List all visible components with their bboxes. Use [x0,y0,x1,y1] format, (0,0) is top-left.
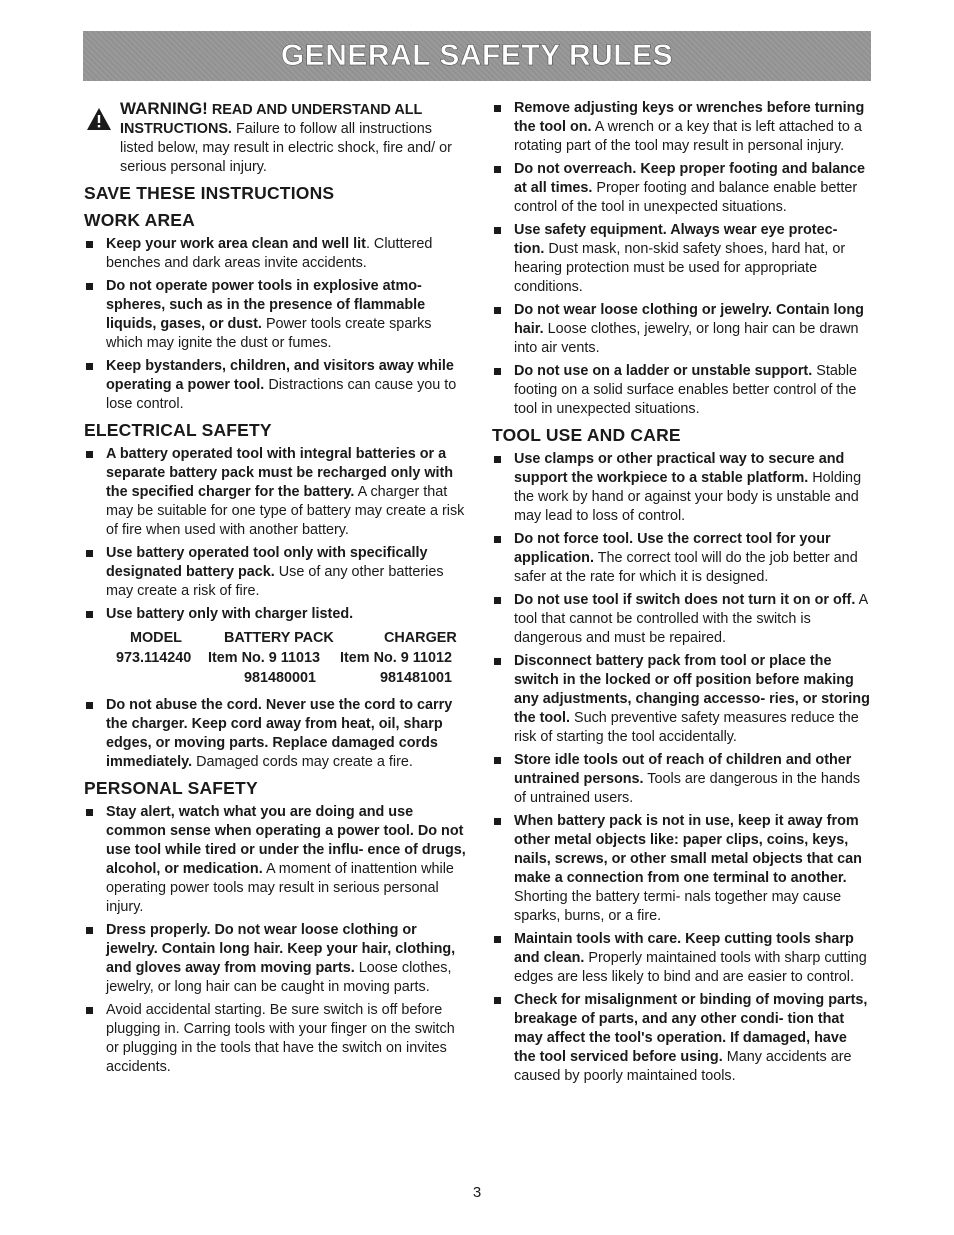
item-bold: Remove adjusting keys or wrenches before turning the tool on. [514,100,865,135]
col-model-header: MODEL [130,630,182,646]
list-item [492,652,870,747]
bullet-icon [86,611,93,618]
bullet-icon [86,1007,93,1014]
bullet-icon [494,368,501,375]
item-text: Damaged cords may create a fire. [196,754,413,770]
item-bold: Keep bystanders, children, and visitors away while operating a power tool. [106,358,454,393]
warning-title: WARNING! [120,99,208,118]
item-bold: Do not abuse the cord. Never use the cord to carry the charger. Keep cord away from heat, oil, sharp edges, or moving parts. Replace damaged cords immediately. [106,697,453,770]
list-item [492,751,870,808]
item-bold: When battery pack is not in use, keep it away from other metal objects like: paper clips, coins, keys, nails, screws, or other small metal objects that can make a connection from one terminal to another. [514,813,862,886]
item-text: Use of any other batteries may create a risk of fire. [106,564,444,599]
bullet-icon [494,166,501,173]
electrical-safety-heading: ELECTRICAL SAFETY [84,420,272,440]
bullet-icon [494,757,501,764]
list-item [492,530,870,587]
item-bold: Store idle tools out of reach of children and other untrained persons. [514,752,852,787]
list-item [84,921,469,997]
bullet-icon [494,227,501,234]
bullet-icon [86,550,93,557]
table-row [84,668,469,688]
list-item [492,930,870,987]
bullet-icon [494,818,501,825]
bullet-icon [494,997,501,1004]
item-text: Holding the work by hand or against your body is unstable and may lead to loss of control. [514,470,862,524]
save-instructions-heading: SAVE THESE INSTRUCTIONS [84,183,335,203]
warning-icon [86,107,112,131]
warning-text: Failure to follow all instructions listed below, may result in electric shock, fire and/ or serious personal injury. [120,121,452,175]
item-text: Proper footing and balance enable better control of the tool in unexpected situations. [514,180,858,215]
list-item [492,301,870,358]
table-row [84,648,469,668]
item-bold: Do not use tool if switch does not turn it on or off. [514,592,856,608]
work-area-heading: WORK AREA [84,210,196,230]
item-text: A wrench or a key that is left attached to a rotating part of the tool may result in personal injury. [514,119,862,154]
list-item [84,277,469,353]
list-item [84,235,469,273]
list-item [492,450,870,526]
list-item [492,362,870,419]
tool-use-heading: TOOL USE AND CARE [492,425,681,445]
item-text: . Cluttered benches and dark areas invite accidents. [106,236,433,271]
item-bold: Use clamps or other practical way to secure and support the workpiece to a stable platform. [514,451,845,486]
list-item [84,803,469,917]
item-bold: Disconnect battery pack from tool or place the switch in the locked or off position before making any adjustments, changing accesso- ries, or storing the tool. [514,653,870,726]
item-text: The correct tool will do the job better and safer at the rate for which it is designed. [514,550,858,585]
bullet-icon [86,363,93,370]
pack-sub-value: 981480001 [244,670,317,686]
model-value: 973.114240 [116,650,192,666]
personal-safety-heading: PERSONAL SAFETY [84,778,258,798]
left-column [84,99,469,1081]
warning-block [84,99,469,177]
item-text: A charger that may be suitable for one type of battery may create a risk of fire when used with another battery. [106,484,465,538]
list-item [84,544,469,601]
item-bold: Do not overreach. Keep proper footing and balance at all times. [514,161,866,196]
col-charger-header: CHARGER [384,630,457,646]
item-text: Loose clothes, jewelry, or long hair can be caught in moving parts. [106,960,452,995]
item-bold: Keep your work area clean and well lit [106,236,366,252]
list-item [84,357,469,414]
item-bold: Dress properly. Do not wear loose clothing or jewelry. Contain long hair. Keep your hair, clothing, and gloves away from moving parts. [106,922,456,976]
item-text: A tool that cannot be controlled with the switch is dangerous and must be repaired. [514,592,868,646]
item-bold: A battery operated tool with integral batteries or a separate battery pack must be recharged only with the specified charger for the battery. [106,446,454,500]
list-item [492,991,870,1086]
item-bold: Do not wear loose clothing or jewelry. Contain long hair. [514,302,864,337]
pack-value: Item No. 9 11013 [208,650,320,666]
list-item [84,696,469,772]
bullet-icon [86,927,93,934]
item-text: Shorting the battery termi- nals together may cause sparks, burns, or a fire. [514,889,842,924]
item-bold: Do not force tool. Use the correct tool for your application. [514,531,831,566]
item-bold: Do not use on a ladder or unstable support. [514,363,813,379]
list-item [492,160,870,217]
item-text: Stable footing on a solid surface enables better control of the tool in unexpected situations. [514,363,858,417]
charger-table [84,628,469,688]
item-text: Distractions can cause you to lose control. [106,377,457,412]
bullet-icon [494,456,501,463]
page-number: 3 [472,1184,482,1201]
item-bold: Use safety equipment. Always wear eye protec- tion. [514,222,838,257]
table-header-row [84,628,469,648]
list-item [492,221,870,297]
item-bold: Maintain tools with care. Keep cutting tools sharp and clean. [514,931,854,966]
item-text: A moment of inattention while operating power tools may result in serious personal injury. [106,861,454,915]
bullet-icon [86,702,93,709]
list-item [492,99,870,156]
item-text: Many accidents are caused by poorly maintained tools. [514,1049,852,1084]
item-text: Tools are dangerous in the hands of untrained users. [514,771,861,806]
list-item [84,605,469,624]
item-bold: Use battery only with charger listed. [106,606,354,622]
item-bold: Check for misalignment or binding of moving parts, breakage of parts, and any other condi- tion that may affect the tool's operation. If damaged, have the tool serviced before using. [514,992,868,1065]
col-pack-header: BATTERY PACK [224,630,334,646]
bullet-icon [494,597,501,604]
charger-value: Item No. 9 11012 [340,650,452,666]
right-column [492,99,870,1090]
bullet-icon [86,241,93,248]
bullet-icon [86,451,93,458]
list-item [84,445,469,540]
item-bold: Stay alert, watch what you are doing and use common sense when operating a power tool. Do not use tool while tired or under the influ- ence of drugs, alcohol, or medication. [106,804,466,877]
bullet-icon [494,658,501,665]
item-text: Properly maintained tools with sharp cutting edges are less likely to bind and are easier to control. [514,950,867,985]
bullet-icon [494,536,501,543]
title-banner [83,31,871,81]
list-item [84,1001,469,1077]
item-text: Power tools create sparks which may ignite the dust or fumes. [106,316,432,351]
list-item [492,812,870,926]
item-text: Loose clothes, jewelry, or long hair can be drawn into air vents. [514,321,859,356]
warning-lead: READ AND UNDERSTAND ALL INSTRUCTIONS. [120,102,423,137]
item-text: Dust mask, non-skid safety shoes, hard hat, or hearing protection must be used for appropriate conditions. [514,241,846,295]
bullet-icon [494,936,501,943]
bullet-icon [86,283,93,290]
item-text: Avoid accidental starting. Be sure switch is off before plugging in. Carring tools with your finger on the switch or plugging in the tools that have the switch on invites accidents. [106,1002,455,1075]
banner-title: GENERAL SAFETY RULES [280,39,674,72]
bullet-icon [86,809,93,816]
charger-sub-value: 981481001 [380,670,453,686]
list-item [492,591,870,648]
item-text: Such preventive safety measures reduce the risk of starting the tool accidentally. [514,710,859,745]
item-bold: Do not operate power tools in explosive atmo- spheres, such as in the presence of flammable liquids, gases, or dust. [106,278,426,332]
item-bold: Use battery operated tool only with specifically designated battery pack. [106,545,428,580]
bullet-icon [494,105,501,112]
bullet-icon [494,307,501,314]
